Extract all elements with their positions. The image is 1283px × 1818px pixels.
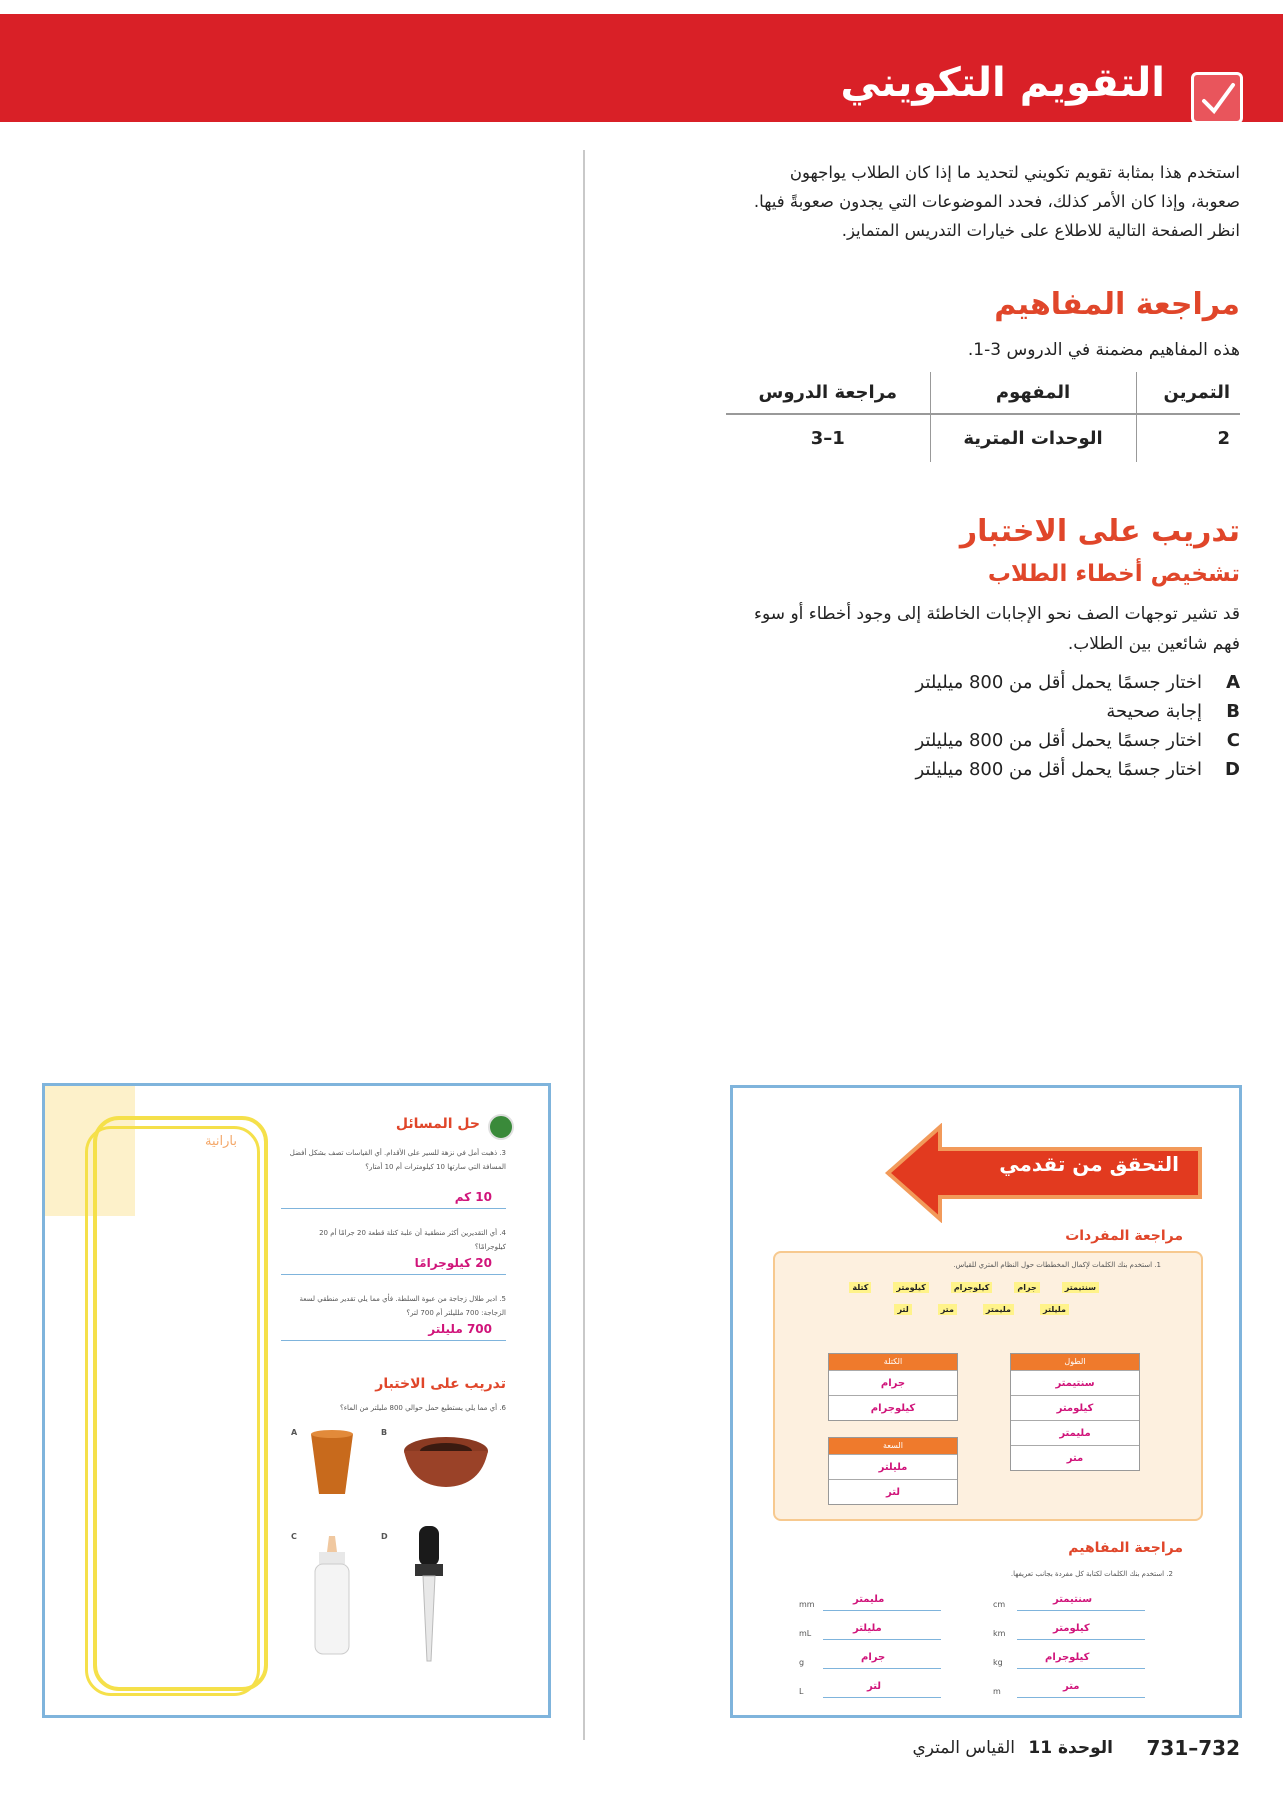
scribble-word: بارانية bbox=[205, 1134, 237, 1149]
word-bank-item: كيلوجرام bbox=[951, 1282, 993, 1293]
length-item: مليمتر bbox=[1011, 1420, 1139, 1445]
concepts-table bbox=[726, 372, 1240, 462]
dropper-icon bbox=[409, 1526, 449, 1666]
page-title: التقويم التكويني bbox=[840, 60, 1165, 106]
abbrev-answer: كيلوجرام bbox=[1045, 1652, 1090, 1663]
practice-mini-heading: تدريب على الاختبار bbox=[375, 1376, 506, 1392]
scribble-frame-2 bbox=[85, 1126, 260, 1696]
concept-cell: الوحدات المترية bbox=[930, 414, 1136, 462]
column-header: مراجعة الدروس bbox=[726, 372, 930, 414]
abbrev: kg bbox=[993, 1658, 1003, 1667]
baby-bottle-icon bbox=[307, 1536, 357, 1656]
abbrev: km bbox=[993, 1629, 1006, 1638]
abbrev-answer: كيلومتر bbox=[1053, 1623, 1090, 1634]
vocab-question: 1. استخدم بنك الكلمات لإكمال المخططات حول النظام المتري للقياس. bbox=[953, 1261, 1161, 1269]
option-letter: A bbox=[1226, 672, 1240, 693]
word-bank-item: مليلتر bbox=[1040, 1304, 1069, 1315]
volume-item: لتر bbox=[829, 1479, 957, 1504]
option-text: اختار جسمًا يحمل أقل من 800 ميليلتر bbox=[915, 672, 1202, 693]
abbrev: m bbox=[993, 1687, 1001, 1696]
option-label-d: D bbox=[381, 1532, 388, 1541]
concepts-question: 2. استخدم بنك الكلمات لكتابة كل مفردة بجانب تعريفها. bbox=[1010, 1570, 1173, 1578]
abbrev: mm bbox=[799, 1600, 815, 1609]
concepts-review-heading: مراجعة المفاهيم bbox=[994, 287, 1240, 322]
length-item: متر bbox=[1011, 1445, 1139, 1470]
question-6: 6. أي مما يلي يستطيع حمل حوالي 800 مليلتر من الماء؟ bbox=[339, 1404, 506, 1412]
abbrev: mL bbox=[799, 1629, 812, 1638]
abbrev-row bbox=[799, 1650, 979, 1679]
abbrev-answer: مليمتر bbox=[853, 1594, 885, 1605]
lessons-cell: 1–3 bbox=[810, 428, 845, 449]
answer-3: 10 كم bbox=[454, 1190, 492, 1204]
volume-box-title: السعة bbox=[829, 1438, 957, 1454]
header-banner bbox=[0, 14, 1283, 122]
abbrev-row bbox=[993, 1621, 1193, 1650]
unit-label: الوحدة 11 bbox=[1028, 1738, 1113, 1758]
abbrev-answer: سنتيمتر bbox=[1053, 1594, 1093, 1605]
option-label-a: A bbox=[291, 1428, 298, 1437]
option-letter: C bbox=[1226, 730, 1240, 751]
answer-option bbox=[1106, 701, 1240, 722]
option-label-c: C bbox=[291, 1532, 297, 1541]
word-bank-item: مليمتر bbox=[983, 1304, 1014, 1315]
length-item: كيلومتر bbox=[1011, 1395, 1139, 1420]
word-bank-item: كتلة bbox=[849, 1282, 871, 1293]
word-bank-item: جرام bbox=[1014, 1282, 1039, 1293]
table-row bbox=[726, 414, 1240, 462]
problem-solving-icon bbox=[488, 1114, 514, 1140]
question-5: 5. ادير طلال زجاجة من عبوة السلطة. فأي مما يلي تقدير منطقي لسعة الزجاجة: 700 ملليلتر أم 700 لتر؟ bbox=[299, 1295, 506, 1317]
unit-title: القياس المتري bbox=[912, 1738, 1015, 1758]
word-bank bbox=[894, 1304, 1069, 1315]
abbrev: L bbox=[799, 1687, 804, 1696]
option-text: اختار جسمًا يحمل أقل من 800 ميليلتر bbox=[915, 759, 1202, 780]
diagnose-errors-subheading: تشخيص أخطاء الطلاب bbox=[987, 561, 1240, 587]
word-bank bbox=[849, 1282, 1099, 1293]
question-3: 3. ذهبت أمل في نزهة للسير على الأقدام. أي القياسات تصف بشكل أفضل المسافة التي سارتها 10 كيلومترات أم 10 أمتار؟ bbox=[289, 1149, 506, 1171]
option-label-b: B bbox=[381, 1428, 388, 1437]
word-bank-item: سنتيمتر bbox=[1062, 1282, 1099, 1293]
answer-4: 20 كيلوجرامًا bbox=[414, 1256, 492, 1270]
intro-line: انظر الصفحة التالية للاطلاع على خيارات التدريس المتمايز. bbox=[841, 221, 1240, 240]
option-letter: D bbox=[1225, 759, 1240, 780]
word-bank-item: كيلومتر bbox=[893, 1282, 928, 1293]
page-numbers: 731–732 bbox=[1146, 1736, 1240, 1760]
abbrev-right-list bbox=[993, 1592, 1193, 1708]
exercise-cell: 2 bbox=[1136, 414, 1240, 462]
problems-heading: حل المسائل bbox=[395, 1116, 480, 1132]
abbrev: cm bbox=[993, 1600, 1006, 1609]
abbrev-answer: جرام bbox=[861, 1652, 886, 1663]
option-text: إجابة صحيحة bbox=[1106, 701, 1202, 722]
abbrev: g bbox=[799, 1658, 805, 1667]
answer-line bbox=[281, 1274, 506, 1275]
abbrev-answer: مليلتر bbox=[853, 1623, 882, 1634]
concepts-review-mini-heading: مراجعة المفاهيم bbox=[1068, 1540, 1183, 1556]
table-header-row bbox=[726, 372, 1240, 414]
abbrev-answer: متر bbox=[1063, 1681, 1080, 1692]
practice-desc-line: فهم شائعين بين الطلاب. bbox=[1067, 634, 1240, 654]
abbrev-row bbox=[799, 1679, 979, 1708]
abbrev-row bbox=[993, 1592, 1193, 1621]
length-box bbox=[1010, 1353, 1140, 1471]
progress-banner-title: التحقق من تقدمي bbox=[999, 1152, 1179, 1176]
word-bank-item: متر bbox=[938, 1304, 957, 1315]
abbrev-row bbox=[799, 1621, 979, 1650]
checkmark-icon bbox=[1191, 72, 1243, 124]
mass-item: كيلوجرام bbox=[829, 1395, 957, 1420]
column-header: التمرين bbox=[1136, 372, 1240, 414]
answer-line bbox=[281, 1208, 506, 1209]
column-divider bbox=[583, 150, 585, 1740]
intro-line: صعوبة، وإذا كان الأمر كذلك، فحدد الموضوعات التي يجدون صعوبةً فيها. bbox=[753, 192, 1240, 211]
intro-paragraph bbox=[612, 158, 1240, 245]
length-item: سنتيمتر bbox=[1011, 1370, 1139, 1395]
length-box-title: الطول bbox=[1011, 1354, 1139, 1370]
option-letter: B bbox=[1226, 701, 1240, 722]
abbrev-left-list bbox=[799, 1592, 979, 1708]
concepts-note: هذه المفاهيم مضمنة في الدروس 3-1. bbox=[967, 340, 1240, 360]
word-bank-item: لتر bbox=[894, 1304, 911, 1315]
answer-option bbox=[915, 730, 1240, 751]
question-4: 4. أي التقديرين أكثر منطقية أن علبة كتلة قطعة 20 جرامًا أم 20 كيلوجرامًا؟ bbox=[319, 1229, 506, 1251]
abbrev-row bbox=[799, 1592, 979, 1621]
answer-option bbox=[915, 672, 1240, 693]
pet-bowl-icon bbox=[401, 1431, 491, 1491]
intro-line: استخدم هذا بمثابة تقويم تكويني لتحديد ما إذا كان الطلاب يواجهون bbox=[789, 163, 1240, 182]
answer-5: 700 مليلتر bbox=[428, 1322, 492, 1336]
abbrev-row bbox=[993, 1650, 1193, 1679]
volume-box bbox=[828, 1437, 958, 1505]
abbrev-row bbox=[993, 1679, 1193, 1708]
volume-item: مليلتر bbox=[829, 1454, 957, 1479]
option-text: اختار جسمًا يحمل أقل من 800 ميليلتر bbox=[915, 730, 1202, 751]
test-practice-heading: تدريب على الاختبار bbox=[959, 514, 1240, 549]
answer-line bbox=[281, 1340, 506, 1341]
mass-box-title: الكتلة bbox=[829, 1354, 957, 1370]
student-page-thumbnail-problems bbox=[42, 1083, 551, 1718]
column-header: المفهوم bbox=[930, 372, 1136, 414]
mass-item: جرام bbox=[829, 1370, 957, 1395]
cup-icon bbox=[307, 1428, 357, 1498]
abbrev-answer: لتر bbox=[867, 1681, 882, 1692]
mass-box bbox=[828, 1353, 958, 1421]
student-page-thumbnail-progress bbox=[730, 1085, 1242, 1718]
practice-desc-line: قد تشير توجهات الصف نحو الإجابات الخاطئة إلى وجود أخطاء أو سوء bbox=[754, 604, 1240, 624]
vocab-review-heading: مراجعة المفردات bbox=[1065, 1228, 1183, 1244]
answer-option bbox=[915, 759, 1240, 780]
